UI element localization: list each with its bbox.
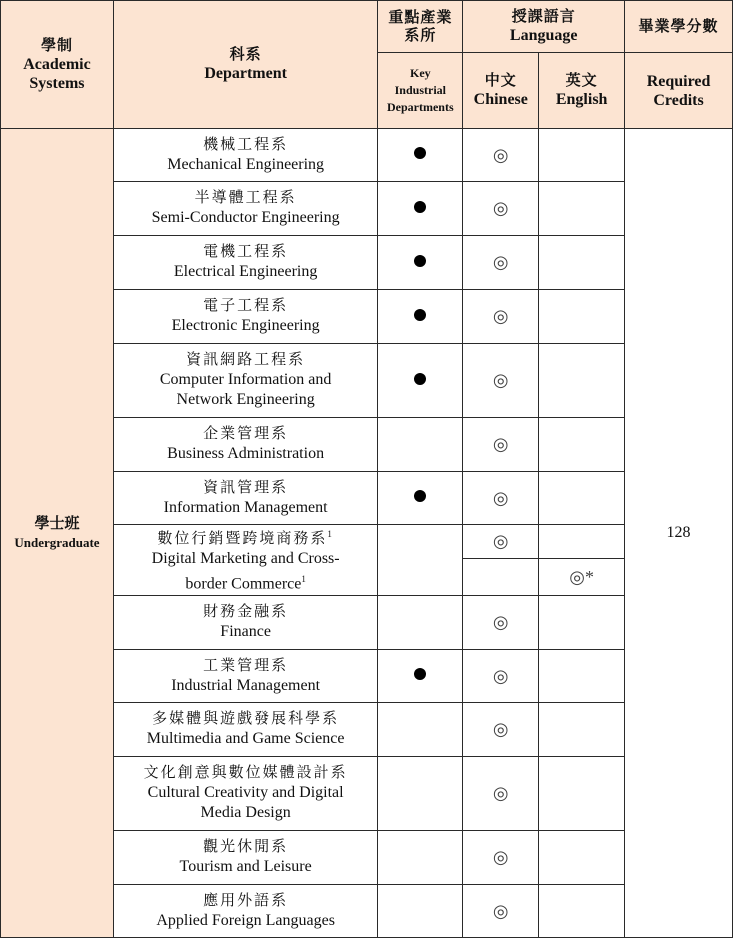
department-cell: 資訊管理系 Information Management (113, 472, 377, 525)
double-circle-icon: ◎ (492, 612, 509, 632)
chinese-mark (463, 472, 539, 525)
key-industry-mark (378, 182, 463, 236)
key-industry-mark (378, 290, 463, 344)
chinese-mark (463, 596, 539, 650)
double-circle-star-icon: ◎* (569, 566, 595, 587)
english-mark (539, 290, 625, 344)
key-industry-mark (378, 596, 463, 650)
chinese-mark (463, 129, 539, 182)
english-mark (539, 757, 625, 831)
department-cell: 應用外語系 Applied Foreign Languages (113, 885, 377, 938)
english-mark (539, 129, 625, 182)
chinese-mark (463, 290, 539, 344)
header-credits-zh: 畢業學分數 (625, 1, 733, 53)
key-industry-mark (378, 831, 463, 885)
key-industry-mark (378, 885, 463, 938)
key-industry-mark (378, 757, 463, 831)
department-cell: 半導體工程系 Semi-Conductor Engineering (113, 182, 377, 236)
chinese-mark (463, 885, 539, 938)
english-mark (539, 831, 625, 885)
chinese-mark (463, 525, 539, 559)
double-circle-icon: ◎ (492, 487, 509, 508)
double-circle-icon: ◎ (492, 531, 509, 551)
double-circle-icon: ◎ (492, 847, 509, 867)
chinese-mark (463, 703, 539, 757)
header-credits-en: Required Credits (625, 53, 733, 129)
department-cell: 財務金融系 Finance (113, 596, 377, 650)
department-cell: 多媒體與遊戲發展科學系 Multimedia and Game Science (113, 703, 377, 757)
chinese-mark (463, 236, 539, 290)
key-industry-mark (378, 525, 463, 596)
english-mark (539, 182, 625, 236)
key-industry-mark (378, 703, 463, 757)
header-chinese: 中文 Chinese (463, 53, 539, 129)
department-cell: 電子工程系 Electronic Engineering (113, 290, 377, 344)
double-circle-icon: ◎ (492, 783, 509, 803)
double-circle-icon: ◎ (492, 144, 509, 165)
chinese-mark (463, 650, 539, 703)
department-cell: 數位行銷暨跨境商務系$^1$ Digital Marketing and Cross- border Commerce$^1$ (113, 525, 377, 596)
system-cell: 學士班 Undergraduate (1, 129, 114, 938)
header-language: 授課語言 Language (463, 1, 625, 53)
filled-dot-icon (414, 668, 426, 680)
department-cell: 工業管理系 Industrial Management (113, 650, 377, 703)
chinese-mark (463, 831, 539, 885)
double-circle-icon: ◎ (492, 198, 509, 218)
filled-dot-icon (414, 309, 426, 321)
english-mark (539, 525, 625, 559)
department-cell: 資訊網路工程系 Computer Information and Network Engineering (113, 344, 377, 418)
chinese-mark (463, 559, 539, 596)
department-cell: 文化創意與數位媒體設計系 Cultural Creativity and Digital Media Design (113, 757, 377, 831)
filled-dot-icon (414, 255, 426, 267)
key-industry-mark (378, 236, 463, 290)
english-mark (539, 703, 625, 757)
double-circle-icon: ◎ (492, 252, 509, 272)
department-cell: 電機工程系 Electrical Engineering (113, 236, 377, 290)
chinese-mark (463, 757, 539, 831)
chinese-mark (463, 418, 539, 472)
header-key-industry-zh: 重點產業 系所 (378, 1, 463, 53)
filled-dot-icon (414, 147, 426, 159)
key-industry-mark (378, 129, 463, 182)
english-mark (539, 236, 625, 290)
header-system: 學制 Academic Systems (1, 1, 114, 129)
english-mark (539, 650, 625, 703)
credits-value: 128 (625, 129, 733, 938)
double-circle-icon: ◎ (492, 306, 509, 326)
key-industry-mark (378, 418, 463, 472)
english-mark (539, 885, 625, 938)
double-circle-icon: ◎ (492, 665, 509, 686)
department-cell: 觀光休閒系 Tourism and Leisure (113, 831, 377, 885)
double-circle-icon: ◎ (492, 719, 509, 739)
department-cell: 企業管理系 Business Administration (113, 418, 377, 472)
key-industry-mark (378, 344, 463, 418)
double-circle-icon: ◎ (492, 370, 509, 390)
english-mark (539, 344, 625, 418)
double-circle-icon: ◎ (492, 900, 509, 921)
header-key-industry-en: Key Industrial Departments (378, 53, 463, 129)
english-mark (539, 559, 625, 596)
header-english: 英文 English (539, 53, 625, 129)
chinese-mark (463, 182, 539, 236)
filled-dot-icon (414, 373, 426, 385)
header-department: 科系 Department (113, 1, 377, 129)
filled-dot-icon (414, 490, 426, 502)
key-industry-mark (378, 650, 463, 703)
filled-dot-icon (414, 201, 426, 213)
department-cell: 機械工程系 Mechanical Engineering (113, 129, 377, 182)
english-mark (539, 418, 625, 472)
english-mark (539, 596, 625, 650)
double-circle-icon: ◎ (492, 434, 509, 454)
chinese-mark (463, 344, 539, 418)
english-mark (539, 472, 625, 525)
key-industry-mark (378, 472, 463, 525)
